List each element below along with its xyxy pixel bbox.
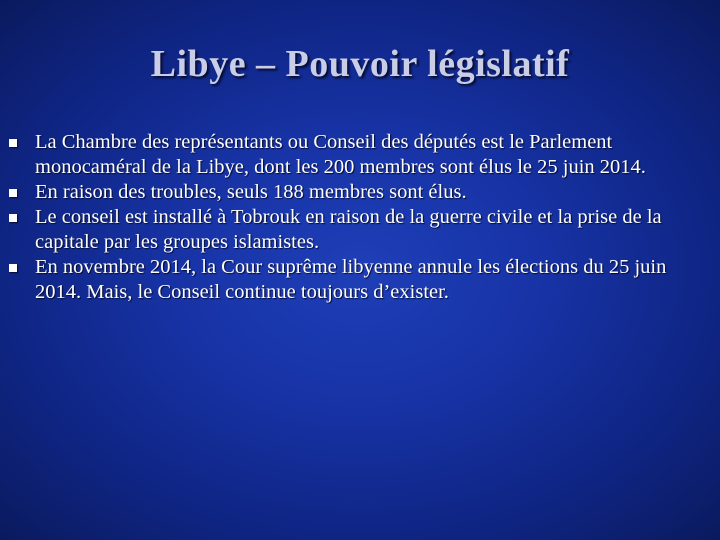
bullet-list <box>8 130 708 305</box>
bullet-item <box>8 255 708 305</box>
bullet-item <box>8 130 708 180</box>
slide-title: Libye – Pouvoir législatif <box>150 43 570 85</box>
square-bullet-icon <box>9 189 17 197</box>
bullet-item <box>8 205 708 255</box>
bullet-item <box>8 180 708 205</box>
bullet-text: La Chambre des représentants ou Conseil des députés est le Parlement monocaméral de la Libye, dont les 200 membres sont élus le 25 juin 2014. <box>35 131 646 178</box>
square-bullet-icon <box>9 139 17 147</box>
bullet-text: En novembre 2014, la Cour suprême libyenne annule les élections du 25 juin 2014. Mais, le Conseil continue toujours d’exister. <box>35 256 667 303</box>
bullet-text: Le conseil est installé à Tobrouk en raison de la guerre civile et la prise de la capitale par les groupes islamistes. <box>35 206 662 253</box>
bullet-text: En raison des troubles, seuls 188 membres sont élus. <box>35 181 467 203</box>
square-bullet-icon <box>9 214 17 222</box>
square-bullet-icon <box>9 264 17 272</box>
